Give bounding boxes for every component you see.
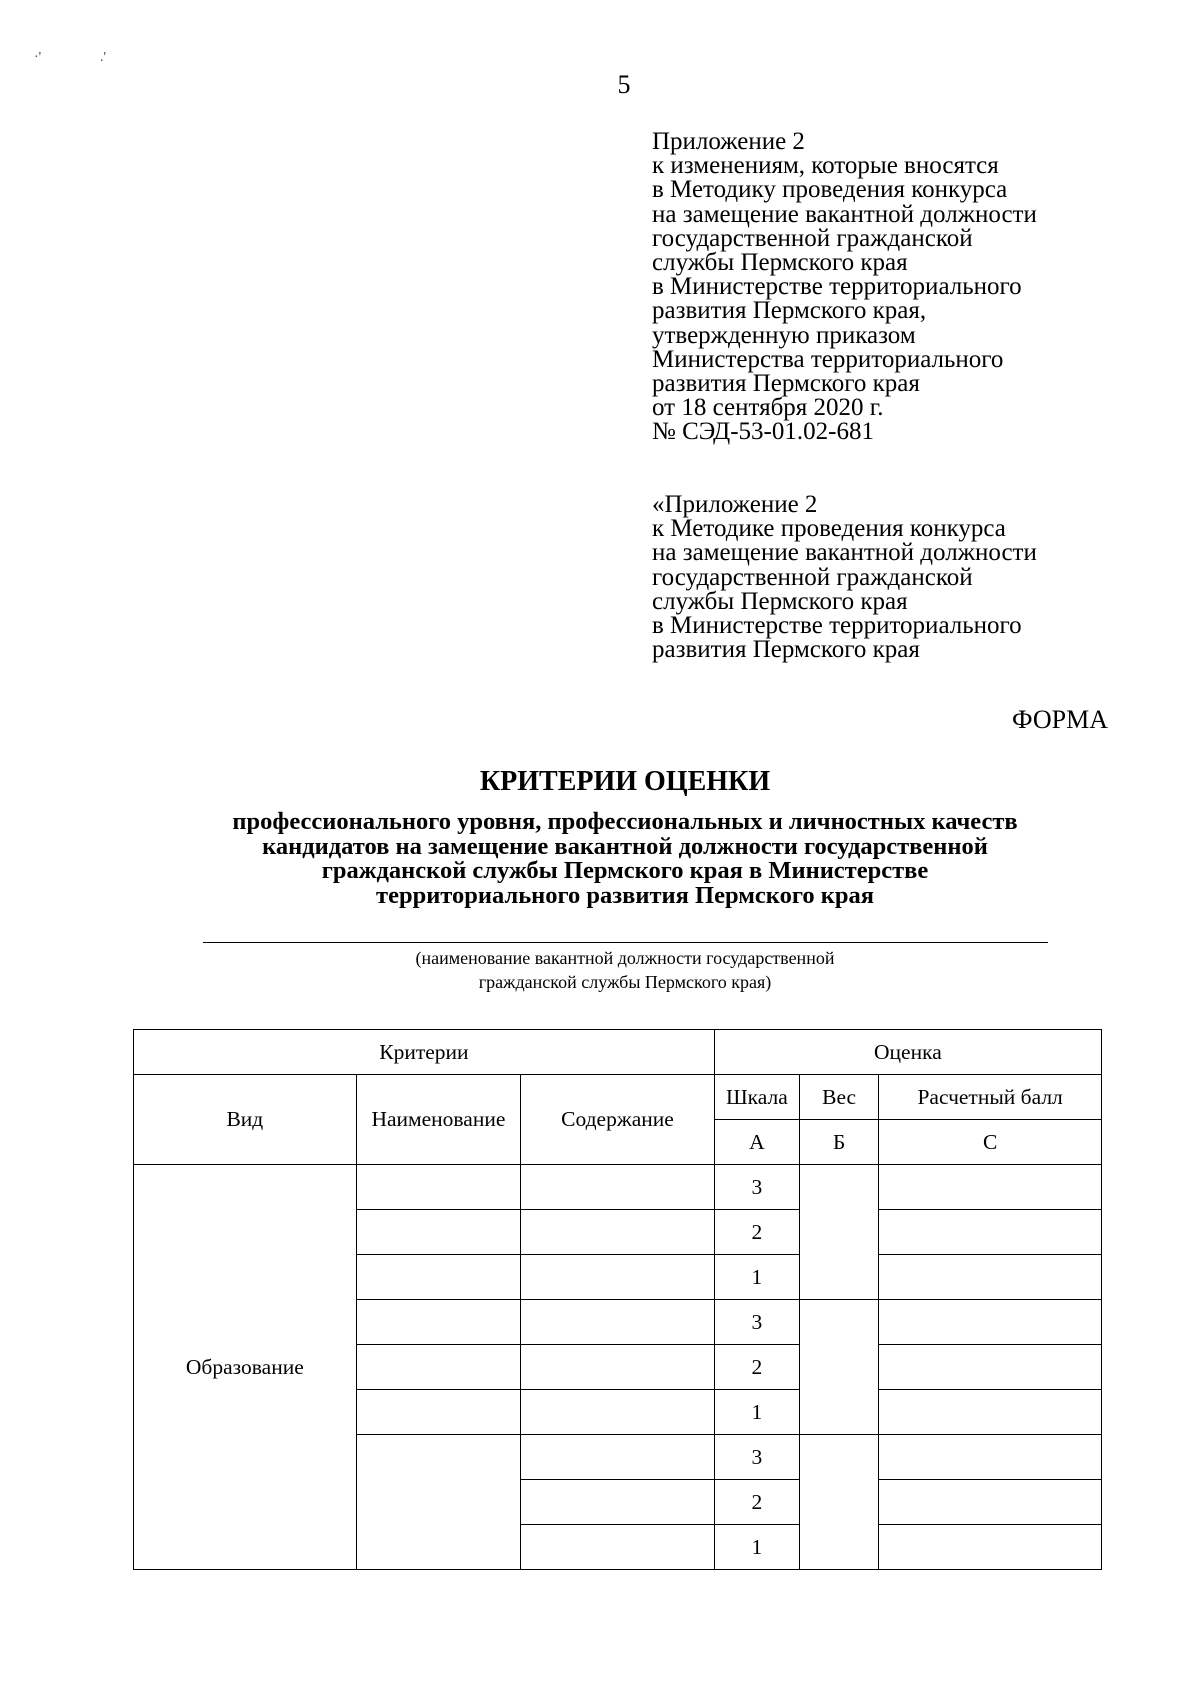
score-cell[interactable]	[879, 1300, 1102, 1345]
content-cell[interactable]	[521, 1255, 715, 1300]
table-header-row	[134, 1075, 1102, 1120]
position-fill-line	[203, 942, 1048, 943]
name-cell[interactable]	[356, 1300, 521, 1345]
appendix-1-line: в Методику проведения конкурса	[652, 176, 1008, 204]
form-label: ФОРМА	[1012, 705, 1108, 734]
header-name: Наименование	[356, 1075, 521, 1165]
code-scale: А	[714, 1120, 799, 1165]
appendix-1-block	[652, 130, 1132, 445]
appendix-1-line: Министерства территориального	[652, 345, 1004, 373]
content-cell[interactable]	[521, 1480, 715, 1525]
name-cell[interactable]	[356, 1165, 521, 1210]
name-cell[interactable]	[356, 1435, 521, 1570]
header-content: Содержание	[521, 1075, 715, 1165]
appendix-2-line: службы Пермского края	[652, 587, 908, 615]
name-cell[interactable]	[356, 1255, 521, 1300]
appendix-1-line: развития Пермского края	[652, 370, 920, 398]
content-cell[interactable]	[521, 1300, 715, 1345]
document-title: КРИТЕРИИ ОЦЕНКИ	[479, 766, 771, 797]
caption-line: гражданской службы Пермского края)	[478, 972, 772, 992]
content-cell[interactable]	[521, 1210, 715, 1255]
header-weight: Вес	[800, 1075, 879, 1120]
appendix-2-line: «Приложение 2	[652, 491, 818, 518]
content-cell[interactable]	[521, 1435, 715, 1480]
score-cell[interactable]	[879, 1435, 1102, 1480]
content-cell[interactable]	[521, 1525, 715, 1570]
header-scale: Шкала	[714, 1075, 799, 1120]
appendix-1-line: от 18 сентября 2020 г.	[652, 394, 884, 422]
score-cell[interactable]	[879, 1525, 1102, 1570]
weight-cell[interactable]	[800, 1435, 879, 1570]
appendix-1-line: утвержденную приказом	[652, 321, 916, 349]
scale-cell: 3	[714, 1165, 799, 1210]
appendix-1-line: Приложение 2	[652, 128, 805, 155]
scale-cell: 1	[714, 1525, 799, 1570]
content-cell[interactable]	[521, 1390, 715, 1435]
score-cell[interactable]	[879, 1390, 1102, 1435]
position-caption	[0, 946, 1200, 994]
scale-cell: 3	[714, 1300, 799, 1345]
appendix-2-line: на замещение вакантной должности	[652, 539, 1037, 567]
subtitle-line: гражданской службы Пермского края в Министерстве	[321, 857, 929, 884]
scale-cell: 1	[714, 1255, 799, 1300]
appendix-2-line: развития Пермского края	[652, 636, 920, 664]
appendix-1-line: в Министерстве территориального	[652, 273, 1022, 301]
header-score: Расчетный балл	[879, 1075, 1102, 1120]
scale-cell: 2	[714, 1345, 799, 1390]
table-row	[134, 1165, 1102, 1210]
score-cell[interactable]	[879, 1255, 1102, 1300]
score-cell[interactable]	[879, 1165, 1102, 1210]
criteria-table	[133, 1029, 1102, 1570]
code-weight: Б	[800, 1120, 879, 1165]
name-cell[interactable]	[356, 1210, 521, 1255]
appendix-2-line: в Министерстве территориального	[652, 612, 1022, 640]
appendix-1-line: № СЭД-53-01.02-681	[652, 418, 874, 446]
appendix-2-line: государственной гражданской	[652, 563, 973, 591]
scan-speck: ·'	[34, 50, 42, 65]
caption-line: (наименование вакантной должности государственной	[415, 948, 835, 968]
subtitle-line: кандидатов на замещение вакантной должности государственной	[262, 832, 988, 860]
scale-cell: 2	[714, 1210, 799, 1255]
content-cell[interactable]	[521, 1165, 715, 1210]
appendix-1-line: на замещение вакантной должности	[652, 200, 1037, 228]
name-cell[interactable]	[356, 1345, 521, 1390]
appendix-1-line: развития Пермского края,	[652, 297, 927, 325]
subtitle-line: территориального развития Пермского края	[376, 881, 874, 909]
appendix-1-line: службы Пермского края	[652, 249, 908, 277]
appendix-1-line: к изменениям, которые вносятся	[652, 152, 999, 180]
scale-cell: 3	[714, 1435, 799, 1480]
scale-cell: 1	[714, 1390, 799, 1435]
scale-cell: 2	[714, 1480, 799, 1525]
header-assessment: Оценка	[714, 1030, 1101, 1075]
header-vid: Вид	[134, 1075, 357, 1165]
scan-speck: .'	[100, 50, 107, 65]
category-education: Образование	[134, 1165, 357, 1570]
document-subtitle	[0, 810, 1200, 908]
header-criteria: Критерии	[134, 1030, 715, 1075]
page-number: 5	[617, 70, 631, 99]
content-cell[interactable]	[521, 1345, 715, 1390]
appendix-1-line: государственной гражданской	[652, 224, 973, 252]
subtitle-line: профессионального уровня, профессиональных и личностных качеств	[232, 808, 1018, 835]
weight-cell[interactable]	[800, 1300, 879, 1435]
score-cell[interactable]	[879, 1480, 1102, 1525]
weight-cell[interactable]	[800, 1165, 879, 1300]
name-cell[interactable]	[356, 1390, 521, 1435]
code-score: С	[879, 1120, 1102, 1165]
appendix-2-block	[652, 493, 1132, 662]
appendix-2-line: к Методике проведения конкурса	[652, 515, 1006, 543]
score-cell[interactable]	[879, 1210, 1102, 1255]
table-header-row	[134, 1030, 1102, 1075]
score-cell[interactable]	[879, 1345, 1102, 1390]
